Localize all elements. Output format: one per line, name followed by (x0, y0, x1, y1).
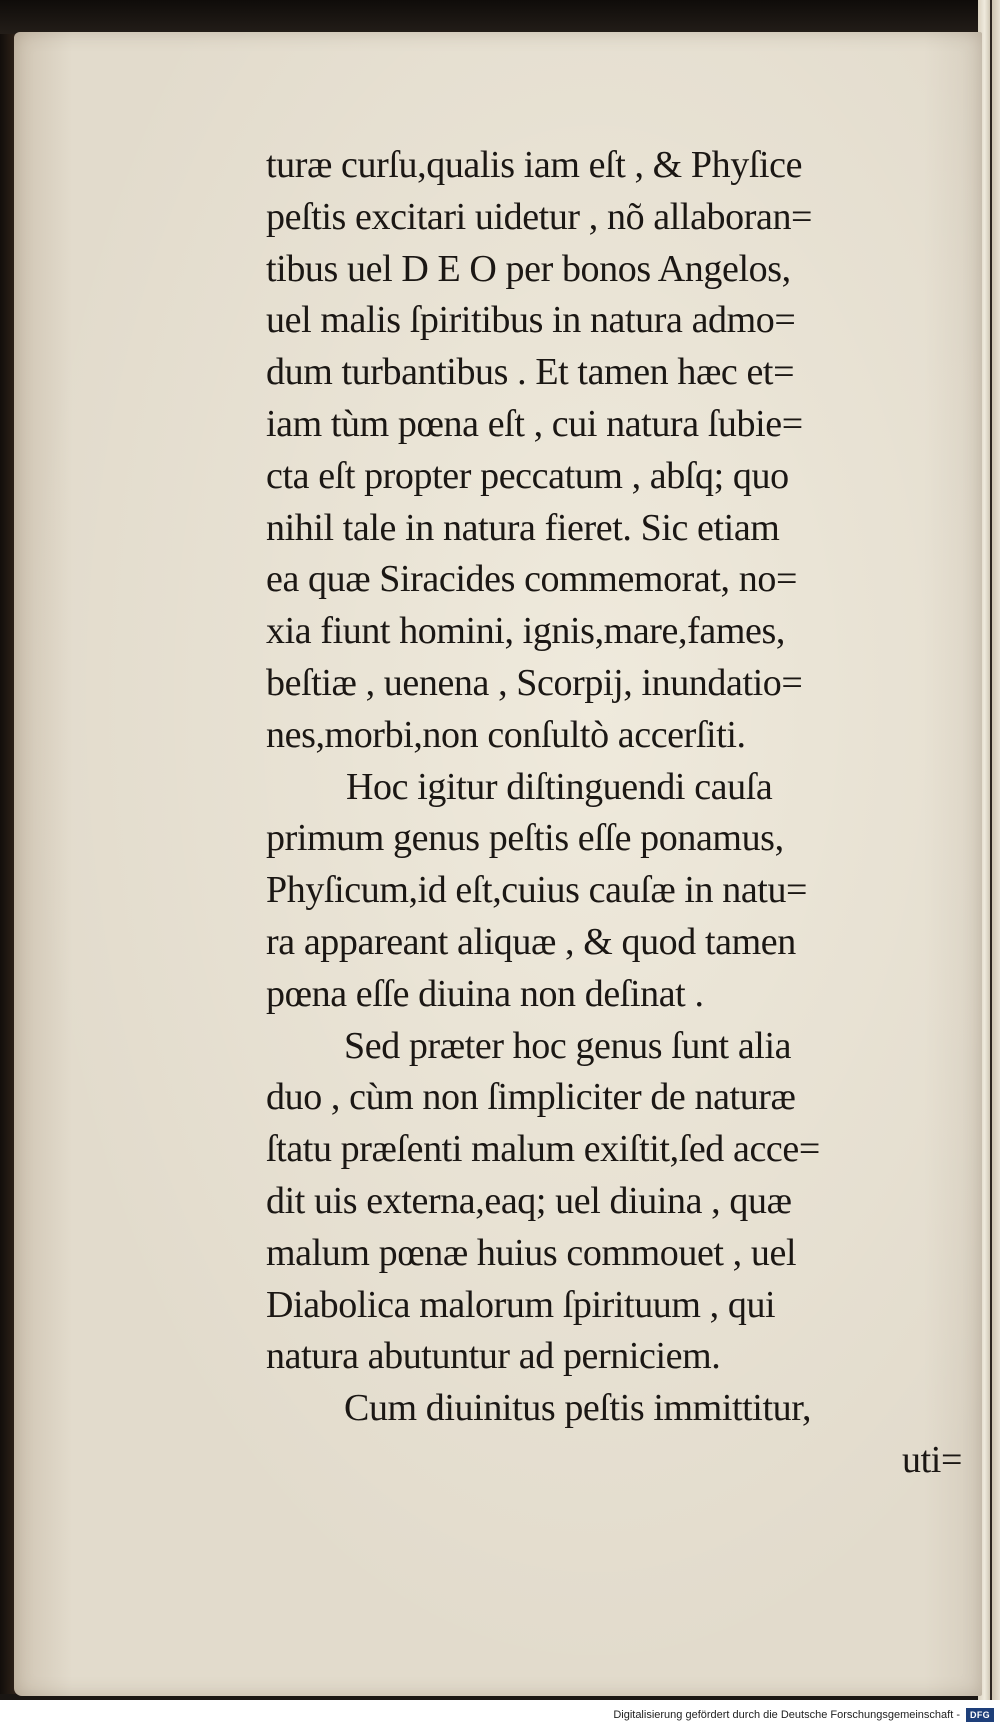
text-line: primum genus peſtis eſſe ponamus, (266, 817, 784, 860)
book-top-edge (0, 0, 1000, 34)
text-line: nihil tale in natura fieret. Sic etiam (266, 506, 780, 549)
text-line: xia fiunt homini, ignis,mare,fames, (266, 610, 785, 653)
paragraph-start-line: Sed præter hoc genus ſunt alia (344, 1024, 792, 1067)
text-line: ra appareant aliquæ , & quod tamen (266, 920, 796, 963)
text-line: Phyſicum,id eſt,cuius cauſæ in natu= (266, 869, 808, 912)
text-line: ſtatu præſenti malum exiſtit,ſed acce= (266, 1128, 820, 1171)
fore-edge-shadow (990, 0, 992, 1700)
text-line: duo , cùm non ſimpliciter de naturæ (266, 1076, 796, 1119)
text-line: Diabolica malorum ſpirituum , qui (266, 1283, 776, 1326)
catchword: uti= (902, 1438, 962, 1481)
text-line: dit uis externa,eaq; uel diuina , quæ (266, 1179, 792, 1222)
dfg-logo: DFG (966, 1708, 994, 1722)
page-text-block (266, 140, 966, 1487)
text-line: pœna eſſe diuina non deſinat . (266, 972, 704, 1015)
text-line: turæ curſu,qualis iam eſt , & Phyſice (266, 144, 803, 186)
text-line: tibus uel D E O per bonos Angelos, (266, 247, 791, 290)
text-line: malum pœnæ huius commouet , uel (266, 1231, 797, 1274)
paragraph-start-line: Hoc igitur diſtinguendi cauſa (346, 765, 773, 808)
text-line: dum turbantibus . Et tamen hæc et= (266, 351, 795, 394)
text-line: cta eſt propter peccatum , abſq; quo (266, 454, 789, 497)
digitization-footer (0, 1700, 1000, 1731)
text-line: nes,morbi,non conſultò accerſiti. (266, 713, 746, 756)
text-line: beſtiæ , uenena , Scorpij, inundatio= (266, 661, 803, 704)
text-line: ea quæ Siracides commemorat, no= (266, 558, 797, 601)
text-line: iam tùm pœna eſt , cui natura ſubie= (266, 402, 803, 445)
funding-credit: Digitalisierung gefördert durch die Deutsche Forschungsgemeinschaft - (613, 1709, 960, 1721)
paragraph-start-line: Cum diuinitus peſtis immittitur, (344, 1387, 812, 1430)
text-line: natura abutuntur ad perniciem. (266, 1335, 721, 1378)
text-line: uel malis ſpiritibus in natura admo= (266, 299, 796, 342)
text-line: peſtis excitari uidetur , nõ allaboran= (266, 195, 813, 238)
